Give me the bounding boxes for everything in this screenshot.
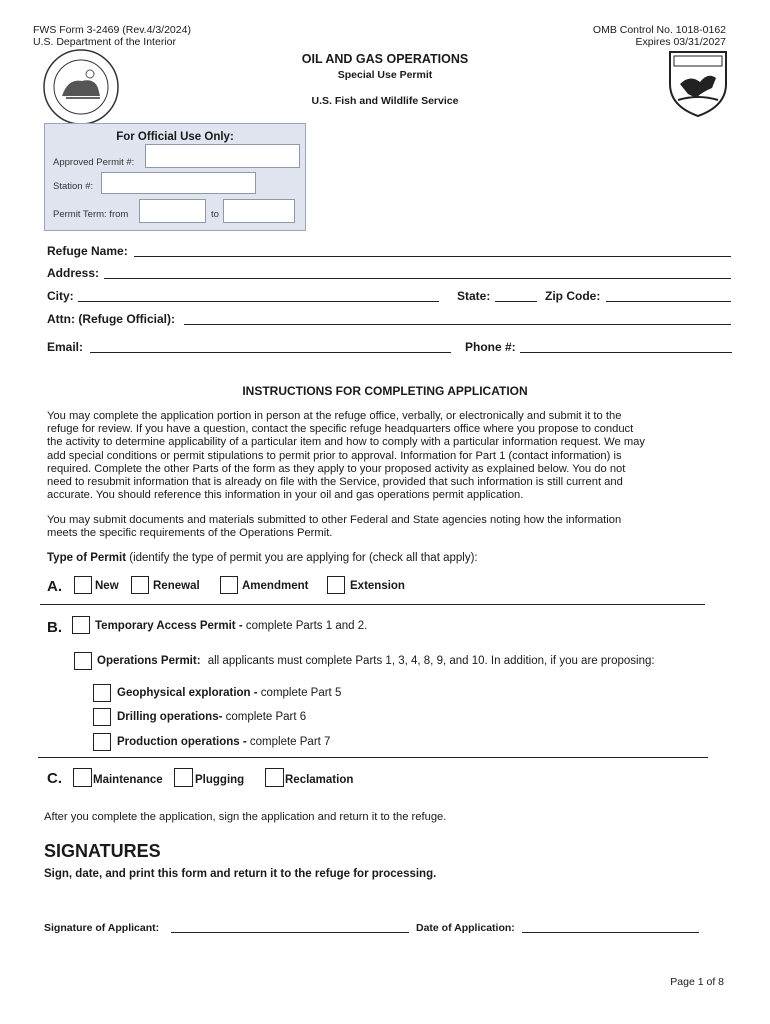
city-field[interactable] — [78, 301, 439, 302]
operations-permit-option — [97, 655, 655, 667]
expiration-date: Expires 03/31/2027 — [635, 36, 726, 48]
section-c-letter: C. — [47, 770, 62, 787]
plugging-label: Plugging — [195, 774, 245, 786]
state-label: State: — [457, 289, 491, 303]
section-b-letter: B. — [47, 619, 62, 636]
temporary-access-label: Temporary Access Permit - — [95, 620, 243, 632]
address-label: Address: — [47, 266, 100, 280]
para1-line: refuge for review. If you have a question, contact the specific refuge headquarters office where you propose to conduct — [47, 423, 634, 436]
after-completion-text: After you complete the application, sign the application and return it to the refuge. — [44, 811, 447, 823]
para2-line: meets the specific requirements of the Operations Permit. — [47, 527, 333, 540]
instructions-heading: INSTRUCTIONS FOR COMPLETING APPLICATION — [242, 384, 528, 398]
page-number: Page 1 of 8 — [670, 976, 724, 988]
permit-term-to-input[interactable] — [223, 199, 295, 223]
temporary-access-option — [95, 620, 367, 632]
production-note: complete Part 7 — [249, 736, 331, 748]
refuge-name-field[interactable] — [134, 256, 731, 257]
para1-line: accurate. You should reference this information in your oil and gas operations permit application. — [47, 489, 524, 502]
official-use-box — [44, 123, 306, 231]
phone-field[interactable] — [520, 352, 732, 353]
signatures-heading: SIGNATURES — [44, 841, 161, 861]
new-checkbox[interactable] — [74, 576, 92, 594]
production-label: Production operations - — [117, 736, 247, 748]
email-field[interactable] — [90, 352, 451, 353]
reclamation-label: Reclamation — [285, 774, 354, 786]
permit-type-prompt — [47, 552, 478, 564]
renewal-label: Renewal — [153, 580, 200, 592]
para1-line: add special conditions or permit stipulations to permit prior to approval. Information for Part 1 (contact information) is — [47, 449, 622, 462]
extension-label: Extension — [350, 580, 405, 592]
attn-label: Attn: (Refuge Official): — [47, 312, 175, 326]
para1-line: the activity to determine applicability of a particular item and how to comply with a particular information request. We may — [47, 436, 645, 449]
maintenance-checkbox[interactable] — [73, 768, 92, 787]
zip-code-field[interactable] — [606, 301, 731, 302]
signatures-instruction: Sign, date, and print this form and return it to the refuge for processing. — [44, 868, 437, 880]
application-date-label: Date of Application: — [416, 922, 515, 934]
para1-line: required. Complete the other Parts of the form as they apply to your proposed activity as explained below. You do not — [47, 462, 626, 475]
maintenance-label: Maintenance — [93, 774, 163, 786]
geophysical-note: complete Part 5 — [260, 687, 342, 699]
operations-permit-note: all applicants must complete Parts 1, 3, 4, 8, 9, and 10. In addition, if you are proposing: — [207, 655, 655, 667]
operations-permit-label: Operations Permit: — [97, 655, 201, 667]
applicant-signature-label: Signature of Applicant: — [44, 922, 160, 934]
phone-label: Phone #: — [465, 340, 516, 354]
city-label: City: — [47, 289, 74, 303]
drilling-label: Drilling operations- — [117, 711, 223, 723]
section-b-divider — [38, 757, 708, 758]
permit-term-from-label: Permit Term: from — [53, 209, 129, 220]
form-title: OIL AND GAS OPERATIONS — [301, 52, 469, 66]
reclamation-checkbox[interactable] — [265, 768, 284, 787]
section-a-divider — [40, 604, 705, 605]
instructions-paragraph-1 — [47, 410, 727, 502]
geophysical-option — [117, 687, 341, 699]
attn-field[interactable] — [184, 324, 731, 325]
form-header-left — [33, 24, 191, 48]
para1-line: need to resubmit information that is already on file with the Service, provided that such information is still current and — [47, 476, 623, 489]
drilling-note: complete Part 6 — [225, 711, 307, 723]
production-option — [117, 736, 330, 748]
agency-name: U.S. Fish and Wildlife Service — [311, 95, 459, 107]
new-label: New — [95, 580, 119, 592]
refuge-name-label: Refuge Name: — [47, 244, 128, 258]
station-label: Station #: — [53, 181, 94, 192]
approved-permit-label: Approved Permit #: — [53, 157, 135, 168]
production-checkbox[interactable] — [93, 733, 111, 751]
station-input[interactable] — [101, 172, 256, 194]
amendment-checkbox[interactable] — [220, 576, 238, 594]
form-subtitle: Special Use Permit — [337, 69, 433, 81]
permit-type-label: Type of Permit — [47, 552, 127, 564]
drilling-checkbox[interactable] — [93, 708, 111, 726]
amendment-label: Amendment — [242, 580, 309, 592]
section-a-letter: A. — [47, 578, 62, 595]
applicant-signature-field[interactable] — [171, 932, 409, 933]
approved-permit-input[interactable] — [145, 144, 300, 168]
temporary-access-checkbox[interactable] — [72, 616, 90, 634]
email-label: Email: — [47, 340, 84, 354]
form-header-right — [593, 24, 726, 48]
plugging-checkbox[interactable] — [174, 768, 193, 787]
operations-permit-checkbox[interactable] — [74, 652, 92, 670]
para1-line: You may complete the application portion in person at the refuge office, verbally, or electronically and submit it to the — [47, 410, 622, 422]
address-field[interactable] — [104, 278, 731, 279]
state-field[interactable] — [495, 301, 537, 302]
department-name: U.S. Department of the Interior — [33, 36, 176, 48]
renewal-checkbox[interactable] — [131, 576, 149, 594]
drilling-option — [117, 711, 306, 723]
permit-type-hint: (identify the type of permit you are applying for (check all that apply): — [129, 552, 478, 564]
temporary-access-note: complete Parts 1 and 2. — [245, 620, 368, 632]
zip-code-label: Zip Code: — [545, 289, 601, 303]
para2-line: You may submit documents and materials submitted to other Federal and State agencies noting how the information — [47, 514, 622, 526]
usfws-shield-logo-icon — [666, 48, 730, 118]
official-use-heading: For Official Use Only: — [116, 131, 234, 143]
geophysical-label: Geophysical exploration - — [117, 687, 258, 699]
instructions-paragraph-2 — [47, 514, 727, 540]
permit-term-from-input[interactable] — [139, 199, 206, 223]
omb-control-number: OMB Control No. 1018-0162 — [592, 24, 726, 36]
permit-term-to-label: to — [211, 209, 219, 220]
application-date-field[interactable] — [522, 932, 699, 933]
geophysical-checkbox[interactable] — [93, 684, 111, 702]
form-id: FWS Form 3-2469 (Rev.4/3/2024) — [33, 24, 191, 36]
extension-checkbox[interactable] — [327, 576, 345, 594]
